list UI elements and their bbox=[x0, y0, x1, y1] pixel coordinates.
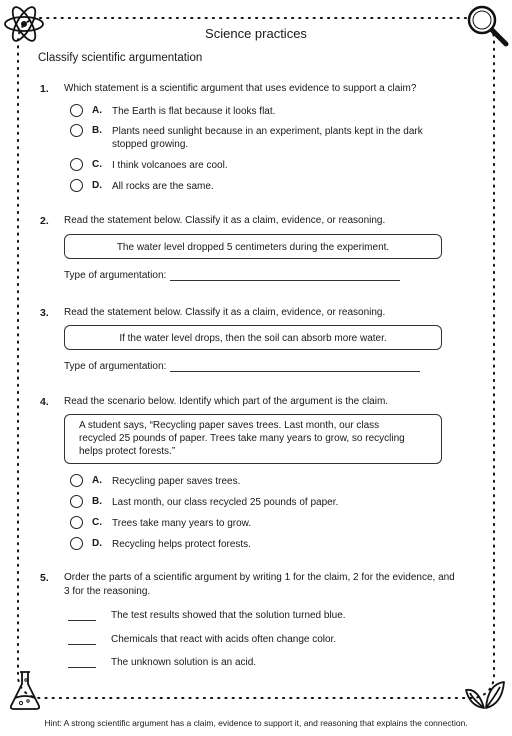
radio-button[interactable] bbox=[70, 495, 83, 508]
option-letter: C. bbox=[92, 517, 102, 528]
radio-button[interactable] bbox=[70, 537, 83, 550]
page-title: Science practices bbox=[205, 26, 307, 41]
question-stem: Which statement is a scientific argument that uses evidence to support a claim? bbox=[64, 83, 417, 94]
hint-text: Hint: A strong scientific argument has a claim, evidence to support it, and reasoning that explains the connection. bbox=[44, 718, 468, 728]
option-letter: D. bbox=[92, 538, 102, 549]
statement-text: If the water level drops, then the soil can absorb more water. bbox=[119, 333, 387, 344]
question-stem: Read the statement below. Classify it as a claim, evidence, or reasoning. bbox=[64, 215, 386, 226]
radio-button[interactable] bbox=[70, 104, 83, 117]
magnifying-glass-icon bbox=[464, 2, 510, 48]
option-letter: B. bbox=[92, 125, 102, 136]
answer-label: Type of argumentation: bbox=[64, 361, 167, 372]
radio-button[interactable] bbox=[70, 516, 83, 529]
order-item-1 bbox=[68, 610, 346, 621]
question-number: 3. bbox=[40, 307, 49, 319]
radio-button[interactable] bbox=[70, 179, 83, 192]
answer-line[interactable] bbox=[170, 270, 400, 281]
question-stem: Read the scenario below. Identify which part of the argument is the claim. bbox=[64, 396, 389, 407]
question-number: 1. bbox=[40, 83, 49, 95]
order-blank[interactable] bbox=[68, 635, 96, 645]
question-number: 4. bbox=[40, 396, 49, 408]
question-stem: Read the statement below. Classify it as a claim, evidence, or reasoning. bbox=[64, 307, 386, 318]
statement-box bbox=[64, 234, 442, 259]
scenario-box bbox=[64, 414, 442, 464]
option-text: All rocks are the same. bbox=[112, 181, 214, 192]
option-text: Recycling paper saves trees. bbox=[112, 476, 241, 487]
order-text: The unknown solution is an acid. bbox=[111, 657, 257, 668]
option-text: The Earth is flat because it looks flat. bbox=[112, 106, 276, 117]
radio-button[interactable] bbox=[70, 124, 83, 137]
option-letter: A. bbox=[92, 475, 102, 486]
answer-field bbox=[64, 361, 420, 372]
question-stem: Order the parts of a scientific argument by writing 1 for the claim, 2 for the evidence, and 3 for the reasoning. bbox=[64, 572, 455, 597]
option-text: I think volcanoes are cool. bbox=[112, 160, 228, 171]
question-number: 2. bbox=[40, 215, 49, 227]
option-letter: D. bbox=[92, 180, 102, 191]
statement-box bbox=[64, 325, 442, 350]
option-text: Last month, our class recycled 25 pounds of paper. bbox=[112, 497, 339, 508]
order-text: The test results showed that the solution turned blue. bbox=[111, 610, 346, 621]
radio-button[interactable] bbox=[70, 474, 83, 487]
worksheet-subtitle: Classify scientific argumentation bbox=[38, 52, 203, 64]
question-number: 5. bbox=[40, 572, 49, 584]
option-text: Trees take many years to grow. bbox=[112, 518, 252, 529]
order-item-3 bbox=[68, 657, 257, 668]
answer-line[interactable] bbox=[170, 361, 420, 372]
flask-icon bbox=[6, 668, 44, 712]
statement-text: The water level dropped 5 centimeters during the experiment. bbox=[116, 242, 390, 253]
option-letter: B. bbox=[92, 496, 102, 507]
radio-button[interactable] bbox=[70, 158, 83, 171]
option-letter: A. bbox=[92, 105, 102, 116]
option-letter: C. bbox=[92, 159, 102, 170]
order-blank[interactable] bbox=[68, 611, 96, 621]
scenario-text: A student says, “Recycling paper saves trees. Last month, our class recycled 25 pounds of paper. Trees take many years to grow, so recycling helps protect forests.” bbox=[79, 420, 405, 457]
order-text: Chemicals that react with acids often change color. bbox=[111, 634, 337, 645]
order-blank[interactable] bbox=[68, 658, 96, 668]
order-item-2 bbox=[68, 634, 337, 645]
answer-field bbox=[64, 270, 400, 281]
answer-label: Type of argumentation: bbox=[64, 270, 167, 281]
leaves-icon bbox=[462, 672, 508, 712]
option-text: Recycling helps protect forests. bbox=[112, 539, 251, 550]
option-text: Plants need sunlight because in an experiment, plants kept in the dark stopped growing. bbox=[112, 126, 423, 150]
